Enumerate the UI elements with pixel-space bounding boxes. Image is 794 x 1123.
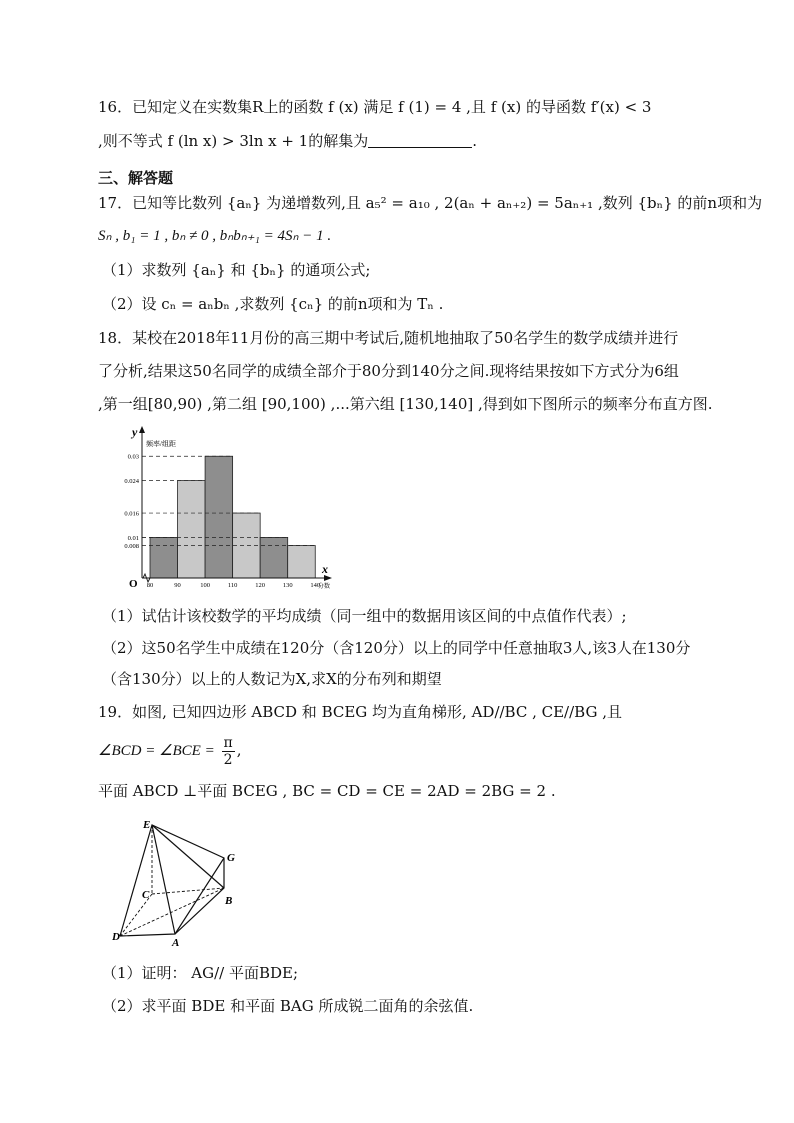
frequency-histogram <box>112 426 342 596</box>
x-tick-label: 120 <box>255 582 266 589</box>
q16-line2 <box>98 131 477 151</box>
angle-equation: ∠BCD = ∠BCE = <box>98 743 215 759</box>
fraction-denominator: 2 <box>223 751 233 768</box>
x-tick-label: 140 <box>310 582 321 589</box>
histogram-bar <box>178 481 206 578</box>
section-heading: 三、解答题 <box>98 169 174 187</box>
x-tick-label: 80 <box>146 582 154 589</box>
vertex-label-G: G <box>227 852 235 864</box>
q18-line2: 了分析,结果这50名同学的成绩全部介于80分到140分之间.现将结果按如下方式分为6组 <box>98 362 679 380</box>
q17-part2: （2）设 cₙ = aₙbₙ ,求数列 {cₙ} 的前n项和为 Tₙ . <box>102 295 444 313</box>
edge-DB-hidden <box>120 888 224 936</box>
q19-part1: （1）证明： AG// 平面BDE; <box>102 964 299 982</box>
vertex-label-E: E <box>143 819 151 831</box>
vertex-label-B: B <box>225 895 233 907</box>
x-tick-label: 110 <box>227 582 238 589</box>
q19-part2: （2）求平面 BDE 和平面 BAG 所成锐二面角的余弦值. <box>102 997 474 1015</box>
y-tick-label: 0.008 <box>124 543 139 551</box>
edge-AG <box>175 858 224 934</box>
x-axis-label: x <box>322 562 328 576</box>
q19-line3: 平面 ABCD ⊥平面 BCEG , BC = CD = CE = 2AD = 2BG = 2 . <box>98 782 556 800</box>
q18-line3: ,第一组[80,90) ,第二组 [90,100) ,...第六组 [130,140] ,得到如下图所示的频率分布直方图. <box>98 395 713 413</box>
y-unit-label: 频率/组距 <box>146 440 176 448</box>
vertex-label-A: A <box>172 937 180 946</box>
q18-part1: （1）试估计该校数学的平均成绩（同一组中的数据用该区间的中点值作代表）; <box>102 607 627 625</box>
vertex-label-C: C <box>142 889 150 901</box>
histogram-bar <box>288 546 316 578</box>
q19-line1: 19．如图, 已知四边形 ABCD 和 BCEG 均为直角梯形, AD//BC , CE//BG ,且 <box>98 703 622 721</box>
histogram-bar <box>150 537 178 578</box>
y-axis-label: y <box>132 426 138 439</box>
q16-line1: 16．已知定义在实数集R上的函数 f (x) 满足 f (1) = 4 ,且 f (x) 的导函数 f′(x) < 3 <box>98 98 652 116</box>
origin-label: O <box>129 578 138 590</box>
pi-over-2-fraction <box>222 735 235 768</box>
q17-line1: 17．已知等比数列 {aₙ} 为递增数列,且 a₅² = a₁₀ , 2(aₙ + aₙ₊₂) = 5aₙ₊₁ ,数列 {bₙ} 的前n项和为 <box>98 194 763 212</box>
q16-line2-text: ,则不等式 f (ln x) > 3ln x + 1的解集为 <box>98 132 369 150</box>
q17-line2: Sₙ , b₁ = 1 , bₙ ≠ 0 , bₙbₙ₊₁ = 4Sₙ − 1 . <box>98 228 332 244</box>
y-tick-label: 0.03 <box>127 453 139 461</box>
histogram-bar <box>260 537 288 578</box>
y-tick-label: 0.01 <box>127 534 139 542</box>
angle-equation-end: , <box>236 741 242 759</box>
geometry-figure <box>112 816 252 946</box>
q16-line2-end: . <box>472 132 478 150</box>
y-tick-label: 0.024 <box>124 478 139 486</box>
y-tick-label: 0.016 <box>124 510 139 518</box>
x-tick-label: 90 <box>174 582 181 589</box>
x-unit-label: 分数 <box>318 584 331 590</box>
x-tick-label: 100 <box>200 582 210 589</box>
y-axis-arrow <box>139 426 145 433</box>
q19-line2 <box>98 733 241 768</box>
q18-line1: 18．某校在2018年11月份的高三期中考试后,随机地抽取了50名学生的数学成绩并进行 <box>98 329 679 347</box>
q17-part1: （1）求数列 {aₙ} 和 {bₙ} 的通项公式; <box>102 261 371 279</box>
vertex-label-D: D <box>112 931 120 943</box>
q18-part2b: （含130分）以上的人数记为X,求X的分布列和期望 <box>102 670 442 688</box>
q18-part2a: （2）这50名学生中成绩在120分（含120分）以上的同学中任意抽取3人,该3人在130分 <box>102 639 691 657</box>
answer-blank <box>368 133 472 148</box>
x-tick-label: 130 <box>282 582 293 589</box>
histogram-bar <box>205 456 233 578</box>
fraction-numerator: π <box>223 734 233 751</box>
